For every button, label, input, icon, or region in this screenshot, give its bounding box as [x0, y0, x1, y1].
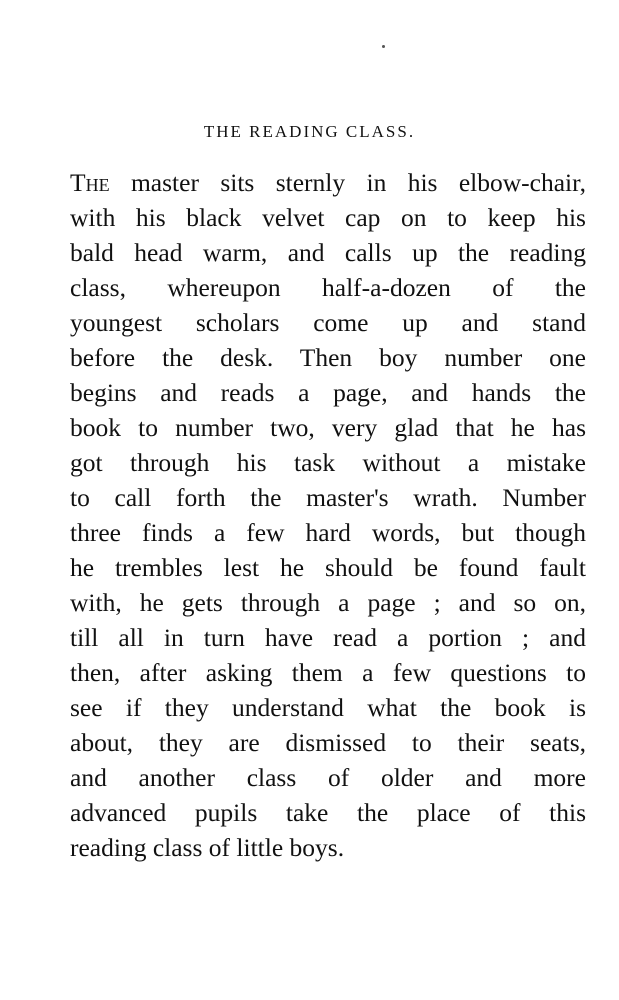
- text-line: then, after asking them a few questions to: [70, 658, 586, 687]
- text-line: got through his task without a mistake: [70, 448, 586, 477]
- text-line: reading class of little boys.: [70, 833, 345, 862]
- text-line: advanced pupils take the place of this: [70, 798, 586, 827]
- text-line: till all in turn have read a portion ; and: [70, 623, 586, 652]
- text-line: class, whereupon half-a-dozen of the: [70, 273, 586, 302]
- text-line: to call forth the master's wrath. Number: [70, 483, 586, 512]
- text-line: with, he gets through a page ; and so on,: [70, 588, 586, 617]
- text-line: begins and reads a page, and hands the: [70, 378, 586, 407]
- text-line: youngest scholars come up and stand: [70, 308, 586, 337]
- drop-word: The: [70, 168, 110, 197]
- chapter-heading: THE READING CLASS.: [203, 122, 416, 141]
- text-line-content: master sits sternly in his elbow-chair,: [109, 168, 586, 197]
- text-line: and another class of older and more: [70, 763, 586, 792]
- text-line: about, they are dismissed to their seats,: [70, 728, 586, 757]
- text-line: with his black velvet cap on to keep his: [70, 203, 586, 232]
- text-line: before the desk. Then boy number one: [70, 343, 586, 372]
- text-line: bald head warm, and calls up the reading: [70, 238, 586, 267]
- text-line: [70, 166, 586, 200]
- text-line: see if they understand what the book is: [70, 693, 586, 722]
- text-line: book to number two, very glad that he has: [70, 413, 586, 442]
- text-line: he trembles lest he should be found fault: [70, 553, 586, 582]
- text-line: three finds a few hard words, but though: [70, 518, 586, 547]
